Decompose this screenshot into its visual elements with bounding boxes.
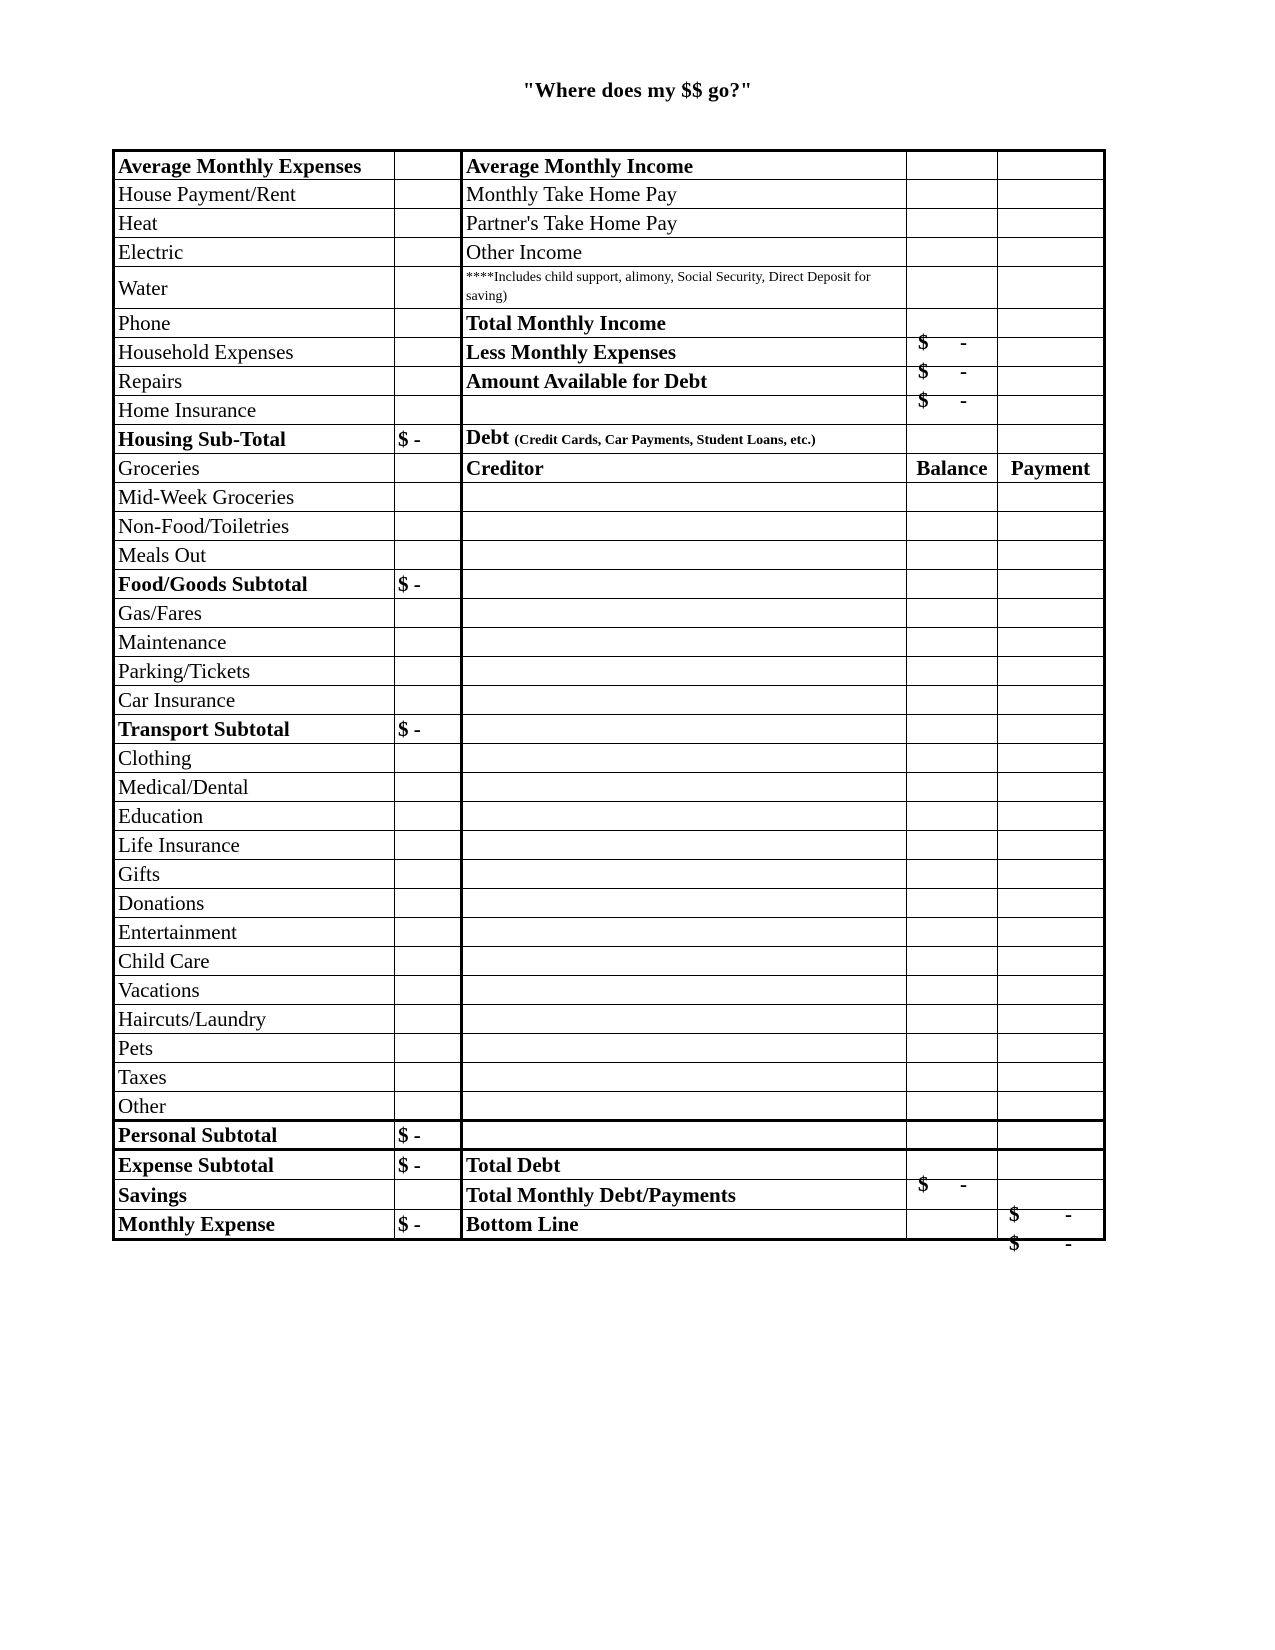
expense-label: Gifts <box>114 860 395 889</box>
currency-symbol: $ <box>918 1172 929 1196</box>
transport-subtotal-label: Transport Subtotal <box>114 715 395 744</box>
dash-value: - <box>960 359 967 383</box>
income-label: Partner's Take Home Pay <box>462 209 907 238</box>
table-row <box>114 715 1105 744</box>
amount-cell[interactable] <box>907 425 998 454</box>
amount-cell[interactable] <box>998 396 1105 425</box>
balance-cell[interactable] <box>907 628 998 657</box>
table-row <box>114 483 1105 512</box>
expense-label: Gas/Fares <box>114 599 395 628</box>
creditor-cell[interactable] <box>462 918 907 947</box>
total-income-label: Total Monthly Income <box>462 309 907 338</box>
balance-cell[interactable] <box>907 1005 998 1034</box>
amount-cell[interactable] <box>998 367 1105 396</box>
expense-label: Taxes <box>114 1063 395 1092</box>
expense-amount-cell[interactable] <box>395 773 462 802</box>
expense-label: Phone <box>114 309 395 338</box>
expense-label: Other <box>114 1092 395 1121</box>
creditor-cell[interactable] <box>462 599 907 628</box>
expense-label: Repairs <box>114 367 395 396</box>
total-debt-label: Total Debt <box>462 1150 907 1180</box>
payment-cell[interactable] <box>998 686 1105 715</box>
creditor-cell[interactable] <box>462 773 907 802</box>
payment-cell[interactable] <box>998 1063 1105 1092</box>
balance-cell[interactable] <box>907 715 998 744</box>
payment-cell[interactable] <box>998 889 1105 918</box>
personal-subtotal-label: Personal Subtotal <box>114 1121 395 1150</box>
total-payments-value <box>998 1180 1105 1226</box>
payment-cell[interactable] <box>998 628 1105 657</box>
table-row <box>114 1121 1105 1150</box>
dash-value: - <box>960 1172 967 1196</box>
expense-amount-cell[interactable] <box>395 309 462 338</box>
amount-cell[interactable] <box>907 238 998 267</box>
expense-label: Pets <box>114 1034 395 1063</box>
balance-cell[interactable] <box>907 947 998 976</box>
table-row <box>114 396 1105 425</box>
balance-cell[interactable] <box>907 889 998 918</box>
expense-amount-cell[interactable] <box>395 947 462 976</box>
balance-cell[interactable] <box>907 831 998 860</box>
expense-label: Child Care <box>114 947 395 976</box>
creditor-cell[interactable] <box>462 512 907 541</box>
payment-cell[interactable] <box>998 1121 1105 1150</box>
creditor-cell[interactable] <box>462 628 907 657</box>
expense-label: Mid-Week Groceries <box>114 483 395 512</box>
expense-amount-cell[interactable] <box>395 267 462 309</box>
creditor-cell[interactable] <box>462 1063 907 1092</box>
balance-cell[interactable] <box>907 483 998 512</box>
expense-label: Meals Out <box>114 541 395 570</box>
balance-cell[interactable] <box>907 657 998 686</box>
expense-amount-cell[interactable] <box>395 238 462 267</box>
expense-amount-cell[interactable] <box>395 831 462 860</box>
expense-amount-cell[interactable] <box>395 1092 462 1121</box>
expense-amount-cell[interactable] <box>395 918 462 947</box>
expense-label: Household Expenses <box>114 338 395 367</box>
creditor-cell[interactable] <box>462 483 907 512</box>
payment-cell[interactable] <box>998 483 1105 512</box>
amount-cell[interactable] <box>907 267 998 309</box>
creditor-cell[interactable] <box>462 1121 907 1150</box>
balance-cell[interactable] <box>907 686 998 715</box>
food-subtotal-label: Food/Goods Subtotal <box>114 570 395 599</box>
available-label: Amount Available for Debt <box>462 367 907 396</box>
payment-cell[interactable] <box>998 1034 1105 1063</box>
expense-label: Medical/Dental <box>114 773 395 802</box>
budget-table <box>112 149 1106 1255</box>
expense-label: Groceries <box>114 454 395 483</box>
table-row <box>114 657 1105 686</box>
monthly-expense-label: Monthly Expense <box>114 1210 395 1240</box>
expense-amount-cell[interactable] <box>395 976 462 1005</box>
amount-cell[interactable] <box>998 309 1105 338</box>
table-row <box>114 976 1105 1005</box>
expense-amount-cell[interactable] <box>395 338 462 367</box>
table-row <box>114 628 1105 657</box>
table-row <box>114 1005 1105 1034</box>
balance-header: Balance <box>907 454 998 483</box>
creditor-header: Creditor <box>462 454 907 483</box>
amount-cell[interactable] <box>998 1150 1105 1180</box>
expense-amount-cell[interactable] <box>395 686 462 715</box>
payment-cell[interactable] <box>998 918 1105 947</box>
savings-label: Savings <box>114 1180 395 1210</box>
amount-cell[interactable] <box>907 180 998 209</box>
expense-amount-cell[interactable] <box>395 628 462 657</box>
balance-cell[interactable] <box>907 541 998 570</box>
transport-subtotal-value: $ - <box>395 715 462 744</box>
bottom-line-label: Bottom Line <box>462 1210 907 1240</box>
table-row <box>114 570 1105 599</box>
creditor-cell[interactable] <box>462 889 907 918</box>
debt-header <box>462 425 907 454</box>
expense-amount-cell[interactable] <box>395 744 462 773</box>
expense-label: Heat <box>114 209 395 238</box>
amount-cell[interactable] <box>998 151 1105 180</box>
amount-cell[interactable] <box>907 151 998 180</box>
creditor-cell[interactable] <box>462 744 907 773</box>
payment-cell[interactable] <box>998 512 1105 541</box>
expense-label: Entertainment <box>114 918 395 947</box>
expense-amount-cell[interactable] <box>395 541 462 570</box>
balance-cell[interactable] <box>907 918 998 947</box>
table-row <box>114 744 1105 773</box>
payment-cell[interactable] <box>998 860 1105 889</box>
balance-cell[interactable] <box>907 860 998 889</box>
balance-cell[interactable] <box>907 1034 998 1063</box>
payment-cell[interactable] <box>998 715 1105 744</box>
total-payments-label: Total Monthly Debt/Payments <box>462 1180 907 1210</box>
table-row <box>114 238 1105 267</box>
expense-label: Car Insurance <box>114 686 395 715</box>
income-note: ****Includes child support, alimony, Social Security, Direct Deposit for saving) <box>462 267 907 309</box>
expense-label: Non-Food/Toiletries <box>114 512 395 541</box>
amount-cell[interactable] <box>998 209 1105 238</box>
expense-label: Electric <box>114 238 395 267</box>
creditor-cell[interactable] <box>462 976 907 1005</box>
payment-cell[interactable] <box>998 1092 1105 1121</box>
total-income-value <box>907 309 998 354</box>
payment-cell[interactable] <box>998 657 1105 686</box>
table-row <box>114 947 1105 976</box>
food-subtotal-value: $ - <box>395 570 462 599</box>
expense-label: Haircuts/Laundry <box>114 1005 395 1034</box>
creditor-cell[interactable] <box>462 1034 907 1063</box>
balance-cell[interactable] <box>907 744 998 773</box>
creditor-cell[interactable] <box>462 657 907 686</box>
table-row <box>114 367 1105 396</box>
expense-amount-cell[interactable] <box>395 860 462 889</box>
currency-symbol: $ <box>918 330 929 354</box>
expense-label: Education <box>114 802 395 831</box>
table-row <box>114 425 1105 454</box>
creditor-cell[interactable] <box>462 1005 907 1034</box>
expenses-header: Average Monthly Expenses <box>114 151 395 180</box>
table-row <box>114 599 1105 628</box>
creditor-cell[interactable] <box>462 570 907 599</box>
expense-subtotal-value: $ - <box>395 1150 462 1180</box>
expense-amount-cell[interactable] <box>395 1005 462 1034</box>
currency-symbol: $ <box>1009 1231 1020 1255</box>
expense-label: House Payment/Rent <box>114 180 395 209</box>
income-header: Average Monthly Income <box>462 151 907 180</box>
expense-amount-cell[interactable] <box>395 396 462 425</box>
table-row <box>114 309 1105 338</box>
balance-cell[interactable] <box>907 512 998 541</box>
payment-cell[interactable] <box>998 947 1105 976</box>
expense-amount-cell[interactable] <box>395 1034 462 1063</box>
expense-label: Life Insurance <box>114 831 395 860</box>
balance-cell[interactable] <box>907 1121 998 1150</box>
less-expenses-label: Less Monthly Expenses <box>462 338 907 367</box>
expense-label: Home Insurance <box>114 396 395 425</box>
expense-amount-cell[interactable] <box>395 367 462 396</box>
personal-subtotal-value: $ - <box>395 1121 462 1150</box>
expense-amount-cell[interactable] <box>395 1063 462 1092</box>
expense-label: Clothing <box>114 744 395 773</box>
expense-amount-cell[interactable] <box>395 209 462 238</box>
dash-value: - <box>1065 1231 1072 1255</box>
expense-subtotal-label: Expense Subtotal <box>114 1150 395 1180</box>
amount-cell[interactable] <box>998 267 1105 309</box>
amount-cell[interactable] <box>998 338 1105 367</box>
expense-amount-cell[interactable] <box>395 657 462 686</box>
balance-cell[interactable] <box>907 1092 998 1121</box>
expense-amount-cell[interactable] <box>395 483 462 512</box>
creditor-cell[interactable] <box>462 947 907 976</box>
table-row <box>114 860 1105 889</box>
expense-amount-cell[interactable] <box>395 180 462 209</box>
payment-cell[interactable] <box>998 976 1105 1005</box>
page-title: "Where does my $$ go?" <box>522 78 753 102</box>
creditor-cell[interactable] <box>462 802 907 831</box>
balance-cell[interactable] <box>907 802 998 831</box>
table-row <box>114 1210 1105 1240</box>
creditor-cell[interactable] <box>462 860 907 889</box>
payment-cell[interactable] <box>998 802 1105 831</box>
currency-symbol: $ <box>1009 1201 1020 1226</box>
currency-symbol: $ <box>918 388 929 412</box>
total-debt-value <box>907 1150 998 1196</box>
amount-cell[interactable] <box>998 180 1105 209</box>
creditor-cell[interactable] <box>462 831 907 860</box>
currency-symbol: $ <box>918 359 929 383</box>
table-row <box>114 889 1105 918</box>
table-row <box>114 831 1105 860</box>
table-row <box>114 180 1105 209</box>
expense-amount-cell[interactable] <box>395 512 462 541</box>
table-row <box>114 1150 1105 1180</box>
income-label: Other Income <box>462 238 907 267</box>
expense-label: Maintenance <box>114 628 395 657</box>
balance-cell[interactable] <box>907 773 998 802</box>
table-row <box>114 686 1105 715</box>
housing-subtotal-value: $ - <box>395 425 462 454</box>
table-row <box>114 802 1105 831</box>
balance-cell[interactable] <box>907 976 998 1005</box>
table-row <box>114 454 1105 483</box>
payment-cell[interactable] <box>998 570 1105 599</box>
table-row <box>114 541 1105 570</box>
dash-value: - <box>960 388 967 412</box>
amount-cell[interactable] <box>998 425 1105 454</box>
balance-cell[interactable] <box>907 570 998 599</box>
table-row <box>114 1034 1105 1063</box>
income-label: Monthly Take Home Pay <box>462 180 907 209</box>
expense-label: Donations <box>114 889 395 918</box>
expense-amount-cell[interactable] <box>395 151 462 180</box>
balance-cell[interactable] <box>907 599 998 628</box>
expense-label: Water <box>114 267 395 309</box>
table-row <box>114 209 1105 238</box>
creditor-cell[interactable] <box>462 686 907 715</box>
payment-header: Payment <box>998 454 1105 483</box>
expense-label: Parking/Tickets <box>114 657 395 686</box>
debt-header-note: (Credit Cards, Car Payments, Student Loans, etc.) <box>514 433 816 448</box>
table-row <box>114 512 1105 541</box>
table-row <box>114 338 1105 367</box>
housing-subtotal-label: Housing Sub-Total <box>114 425 395 454</box>
creditor-cell[interactable] <box>462 541 907 570</box>
table-row <box>114 1092 1105 1121</box>
payment-cell[interactable] <box>998 1005 1105 1034</box>
blank-cell[interactable] <box>462 396 907 425</box>
amount-cell[interactable] <box>907 1210 998 1240</box>
balance-cell[interactable] <box>907 1063 998 1092</box>
expense-label: Vacations <box>114 976 395 1005</box>
table-row <box>114 1063 1105 1092</box>
creditor-cell[interactable] <box>462 1092 907 1121</box>
amount-cell[interactable] <box>907 209 998 238</box>
amount-cell[interactable] <box>998 238 1105 267</box>
table-row <box>114 267 1105 309</box>
creditor-cell[interactable] <box>462 715 907 744</box>
expense-amount-cell[interactable] <box>395 599 462 628</box>
table-row <box>114 1180 1105 1210</box>
payment-cell[interactable] <box>998 599 1105 628</box>
expense-amount-cell[interactable] <box>395 802 462 831</box>
dash-value: - <box>960 330 967 354</box>
table-row <box>114 918 1105 947</box>
table-row <box>114 151 1105 180</box>
table-row <box>114 773 1105 802</box>
expense-amount-cell[interactable] <box>395 889 462 918</box>
monthly-expense-value: $ - <box>395 1210 462 1240</box>
payment-cell[interactable] <box>998 541 1105 570</box>
debt-header-label: Debt <box>466 425 510 449</box>
payment-cell[interactable] <box>998 831 1105 860</box>
expense-amount-cell[interactable] <box>395 454 462 483</box>
dash-value: - <box>1065 1201 1072 1226</box>
savings-value[interactable] <box>395 1180 462 1210</box>
payment-cell[interactable] <box>998 744 1105 773</box>
payment-cell[interactable] <box>998 773 1105 802</box>
